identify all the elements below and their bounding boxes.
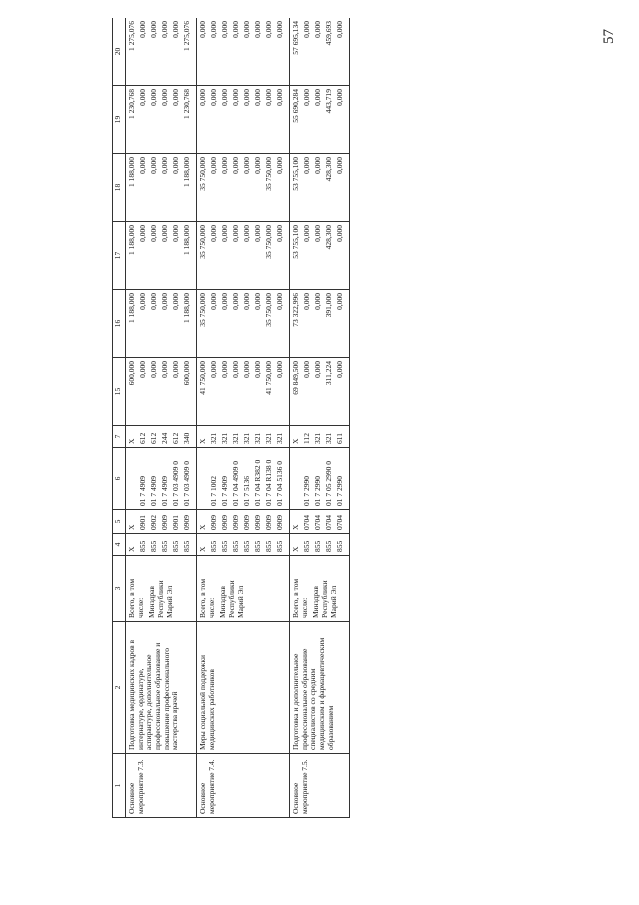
cell-v15: 600,000 [127,361,136,386]
cell-v18: 0,000 [171,157,180,174]
value-column-rz [197,510,290,534]
column-number-19: 19 [113,86,126,154]
cell-v18: 0,000 [138,157,147,174]
cell-v19: 0,000 [220,89,229,106]
cell-v20: 0,000 [335,21,344,38]
measure-title: Подготовка медицинских кадров в интернатуре, ординатуре, аспирантуре, дополнительное профессиональное образование и повышение профессионального мастерства врачей [126,622,197,754]
value-column-grbs [290,534,350,556]
cell-v15: 600,000 [182,361,191,386]
cell-v20: 0,000 [220,21,229,38]
cell-v20: 0,000 [209,21,218,38]
cell-v18: 0,000 [275,157,284,174]
cell-v20: 0,000 [138,21,147,38]
cell-grbs: 855 [171,540,180,552]
cell-csr: 01 7 04 4909 0 [231,461,240,506]
measure-title: Меры социальной поддержки медицинских работников [197,622,290,754]
responsible-cell [126,556,197,622]
cell-grbs: Х [198,546,207,552]
cell-rz: 0704 [313,515,322,530]
column-number-row [113,18,126,818]
cell-csr: 01 7 2990 [335,476,344,506]
cell-vr: 321 [253,432,262,444]
value-column-v17 [290,222,350,290]
cell-grbs: 855 [149,540,158,552]
cell-csr: 01 7 4909 [220,476,229,506]
column-number-20: 20 [113,18,126,86]
cell-v15: 0,000 [149,361,158,378]
cell-csr: 01 7 03 4909 0 [182,461,191,506]
cell-v16: 0,000 [335,293,344,310]
cell-v17: 0,000 [209,225,218,242]
cell-v18: 1 188,000 [127,157,136,187]
measure-title: Подготовка и дополнительное профессиональное образование специалистов со средним медицинским и фармацевтическим образованием [290,622,350,754]
cell-v19: 0,000 [335,89,344,106]
cell-v17: 0,000 [171,225,180,242]
cell-v20: 0,000 [160,21,169,38]
cell-v15: 69 849,500 [291,361,300,395]
cell-grbs: 855 [182,540,191,552]
cell-v20: 0,000 [171,21,180,38]
cell-grbs: 855 [209,540,218,552]
cell-vr: 321 [231,432,240,444]
cell-v20: 459,693 [324,21,333,46]
cell-v18: 0,000 [160,157,169,174]
cell-vr: 611 [335,433,344,444]
cell-rz: 0901 [138,515,147,530]
cell-vr: 321 [264,432,273,444]
cell-rz: 0909 [275,515,284,530]
cell-v15: 0,000 [171,361,180,378]
cell-vr: 340 [182,432,191,444]
cell-v16: 0,000 [149,293,158,310]
cell-vr: 321 [275,432,284,444]
rotated-table-container [112,18,624,818]
responsible-line: Минздрав Республики Марий Эл [218,580,245,618]
cell-v16: 0,000 [302,293,311,310]
column-number-1: 1 [113,754,126,818]
value-column-v19 [290,86,350,154]
cell-csr: 01 7 4909 [138,476,147,506]
cell-v19: 0,000 [149,89,158,106]
cell-v15: 41 750,000 [198,361,207,395]
cell-grbs: 855 [231,540,240,552]
cell-v16: 0,000 [275,293,284,310]
value-column-v17 [197,222,290,290]
cell-v17: 428,300 [324,225,333,250]
value-column-v16 [197,290,290,358]
cell-v17: 1 188,000 [182,225,191,255]
cell-vr: 612 [149,432,158,444]
cell-grbs: 855 [160,540,169,552]
cell-v16: 0,000 [160,293,169,310]
cell-v20: 0,000 [149,21,158,38]
cell-v20: 0,000 [253,21,262,38]
cell-rz: 0704 [324,515,333,530]
measure-code: Основное мероприятие 7.3. [126,754,197,818]
cell-v20: 0,000 [264,21,273,38]
cell-rz: Х [198,524,207,530]
cell-v16: 0,000 [171,293,180,310]
cell-v18: 0,000 [313,157,322,174]
cell-rz: 0704 [302,515,311,530]
cell-csr: 01 7 2990 [313,476,322,506]
cell-v19: 0,000 [198,89,207,106]
value-column-rz [290,510,350,534]
cell-v15: 0,000 [313,361,322,378]
cell-v18: 53 755,100 [291,157,300,191]
cell-v15: 41 750,000 [264,361,273,395]
value-column-v15 [197,358,290,426]
cell-v20: 1 275,076 [127,21,136,51]
cell-v20: 0,000 [231,21,240,38]
cell-v19: 0,000 [253,89,262,106]
cell-rz: 0909 [264,515,273,530]
cell-csr: 01 7 04 5136 0 [275,461,284,506]
table-body [113,18,350,818]
cell-v17: 0,000 [160,225,169,242]
cell-grbs: 855 [220,540,229,552]
cell-v19: 0,000 [242,89,251,106]
cell-vr: 612 [171,432,180,444]
value-column-v15 [290,358,350,426]
cell-v19: 0,000 [264,89,273,106]
responsible-line: Минздрав Республики Марий Эл [147,580,174,618]
value-column-vr [126,426,197,448]
responsible-line: Всего, в том числе: [198,578,216,618]
value-column-grbs [197,534,290,556]
column-number-7: 7 [113,426,126,448]
cell-vr: 321 [324,432,333,444]
cell-grbs: 855 [253,540,262,552]
cell-csr: 01 7 5136 [242,476,251,506]
cell-grbs: 855 [302,540,311,552]
measure-row [197,18,290,818]
cell-vr: 321 [209,432,218,444]
cell-csr: 01 7 4909 [160,476,169,506]
cell-rz: 0901 [171,515,180,530]
cell-v17: 1 188,000 [127,225,136,255]
cell-csr: 01 7 2990 [302,476,311,506]
column-number-3: 3 [113,556,126,622]
cell-v18: 1 188,000 [182,157,191,187]
value-column-v18 [197,154,290,222]
cell-v16: 35 750,000 [198,293,207,327]
cell-v18: 0,000 [242,157,251,174]
cell-v15: 0,000 [160,361,169,378]
cell-v18: 0,000 [220,157,229,174]
measure-row [126,18,197,818]
cell-v15: 0,000 [220,361,229,378]
cell-v20: 0,000 [302,21,311,38]
value-column-v16 [126,290,197,358]
cell-rz: 0909 [209,515,218,530]
cell-v16: 0,000 [138,293,147,310]
cell-v18: 0,000 [335,157,344,174]
cell-v19: 0,000 [160,89,169,106]
cell-v19: 1 230,768 [182,89,191,119]
cell-rz: 0909 [160,515,169,530]
cell-vr: 321 [313,432,322,444]
cell-v18: 0,000 [231,157,240,174]
cell-vr: Х [198,438,207,444]
responsible-line: Всего, в том числе: [127,578,145,618]
value-column-v20 [126,18,197,86]
cell-v20: 1 275,076 [182,21,191,51]
cell-rz: Х [127,524,136,530]
cell-v17: 0,000 [242,225,251,242]
cell-v19: 0,000 [313,89,322,106]
cell-rz: 0909 [220,515,229,530]
cell-v18: 35 750,000 [264,157,273,191]
responsible-line: Минздрав Республики Марий Эл [311,580,338,618]
cell-v16: 1 188,000 [127,293,136,323]
cell-v16: 0,000 [231,293,240,310]
cell-v18: 0,000 [149,157,158,174]
cell-v15: 0,000 [253,361,262,378]
measure-code: Основное мероприятие 7.4. [197,754,290,818]
value-column-vr [290,426,350,448]
page-number: 57 [601,29,617,44]
value-column-v20 [197,18,290,86]
cell-csr: 01 7 04 R382 0 [253,459,262,506]
cell-v20: 57 695,134 [291,21,300,55]
cell-v17: 0,000 [231,225,240,242]
cell-v17: 0,000 [275,225,284,242]
value-column-v16 [290,290,350,358]
value-column-v17 [126,222,197,290]
cell-v19: 1 230,768 [127,89,136,119]
cell-v19: 55 690,284 [291,89,300,123]
cell-rz: 0909 [231,515,240,530]
cell-v17: 35 750,000 [198,225,207,259]
cell-grbs: 855 [313,540,322,552]
cell-v18: 0,000 [209,157,218,174]
cell-grbs: 855 [138,540,147,552]
cell-grbs: 855 [335,540,344,552]
cell-rz: 0902 [149,515,158,530]
value-column-v18 [290,154,350,222]
column-number-4: 4 [113,534,126,556]
measure-row [290,18,350,818]
cell-v19: 443,719 [324,89,333,114]
cell-rz: 0909 [182,515,191,530]
cell-rz: 0909 [253,515,262,530]
value-column-csr [290,448,350,510]
cell-vr: 112 [302,433,311,444]
column-number-6: 6 [113,448,126,510]
value-column-grbs [126,534,197,556]
cell-csr: 01 7 05 2990 0 [324,461,333,506]
cell-v20: 0,000 [242,21,251,38]
cell-v17: 0,000 [335,225,344,242]
cell-v19: 0,000 [138,89,147,106]
cell-v17: 0,000 [253,225,262,242]
cell-v17: 0,000 [220,225,229,242]
cell-v15: 311,224 [324,361,333,386]
cell-v15: 0,000 [231,361,240,378]
cell-grbs: 855 [324,540,333,552]
cell-rz: 0704 [335,515,344,530]
cell-v17: 0,000 [138,225,147,242]
value-column-vr [197,426,290,448]
value-column-csr [197,448,290,510]
cell-v17: 35 750,000 [264,225,273,259]
cell-v19: 0,000 [231,89,240,106]
cell-v17: 0,000 [149,225,158,242]
cell-vr: 321 [242,432,251,444]
cell-v19: 0,000 [302,89,311,106]
cell-grbs: Х [291,546,300,552]
cell-v19: 0,000 [275,89,284,106]
cell-grbs: 855 [264,540,273,552]
cell-v18: 428,300 [324,157,333,182]
cell-grbs: 855 [242,540,251,552]
cell-csr: 01 7 03 4909 0 [171,461,180,506]
column-number-17: 17 [113,222,126,290]
cell-v16: 0,000 [220,293,229,310]
cell-vr: Х [291,438,300,444]
value-column-v19 [197,86,290,154]
value-column-v20 [290,18,350,86]
cell-csr: 01 7 4909 [149,476,158,506]
responsible-line: Всего, в том числе: [291,578,309,618]
column-number-16: 16 [113,290,126,358]
cell-vr: 244 [160,432,169,444]
value-column-csr [126,448,197,510]
cell-v16: 0,000 [209,293,218,310]
cell-csr: 01 7 04 R138 0 [264,459,273,506]
cell-v15: 0,000 [335,361,344,378]
responsible-cell [197,556,290,622]
cell-rz: Х [291,524,300,530]
cell-vr: 321 [220,432,229,444]
table-viewport [112,18,624,818]
cell-v20: 0,000 [198,21,207,38]
cell-v19: 0,000 [209,89,218,106]
cell-v15: 0,000 [302,361,311,378]
cell-v17: 0,000 [313,225,322,242]
cell-v16: 0,000 [253,293,262,310]
cell-v18: 0,000 [253,157,262,174]
cell-v20: 0,000 [313,21,322,38]
cell-v16: 73 322,996 [291,293,300,327]
budget-table [112,18,350,818]
cell-v16: 0,000 [313,293,322,310]
cell-v15: 0,000 [242,361,251,378]
responsible-cell [290,556,350,622]
cell-v18: 35 750,000 [198,157,207,191]
cell-rz: 0909 [242,515,251,530]
measure-code: Основное мероприятие 7.5. [290,754,350,818]
cell-v20: 0,000 [275,21,284,38]
cell-v19: 0,000 [171,89,180,106]
cell-v15: 0,000 [209,361,218,378]
cell-v15: 0,000 [138,361,147,378]
cell-grbs: 855 [275,540,284,552]
cell-v18: 0,000 [302,157,311,174]
cell-csr: 01 7 1002 [209,476,218,506]
column-number-15: 15 [113,358,126,426]
cell-v15: 0,000 [275,361,284,378]
cell-v17: 53 755,100 [291,225,300,259]
value-column-v19 [126,86,197,154]
cell-v16: 0,000 [242,293,251,310]
cell-v17: 0,000 [302,225,311,242]
cell-vr: Х [127,438,136,444]
value-column-v18 [126,154,197,222]
column-number-18: 18 [113,154,126,222]
value-column-rz [126,510,197,534]
cell-v16: 35 750,000 [264,293,273,327]
cell-v16: 391,000 [324,293,333,318]
cell-vr: 612 [138,432,147,444]
column-number-2: 2 [113,622,126,754]
cell-v16: 1 188,000 [182,293,191,323]
cell-grbs: Х [127,546,136,552]
value-column-v15 [126,358,197,426]
column-number-5: 5 [113,510,126,534]
